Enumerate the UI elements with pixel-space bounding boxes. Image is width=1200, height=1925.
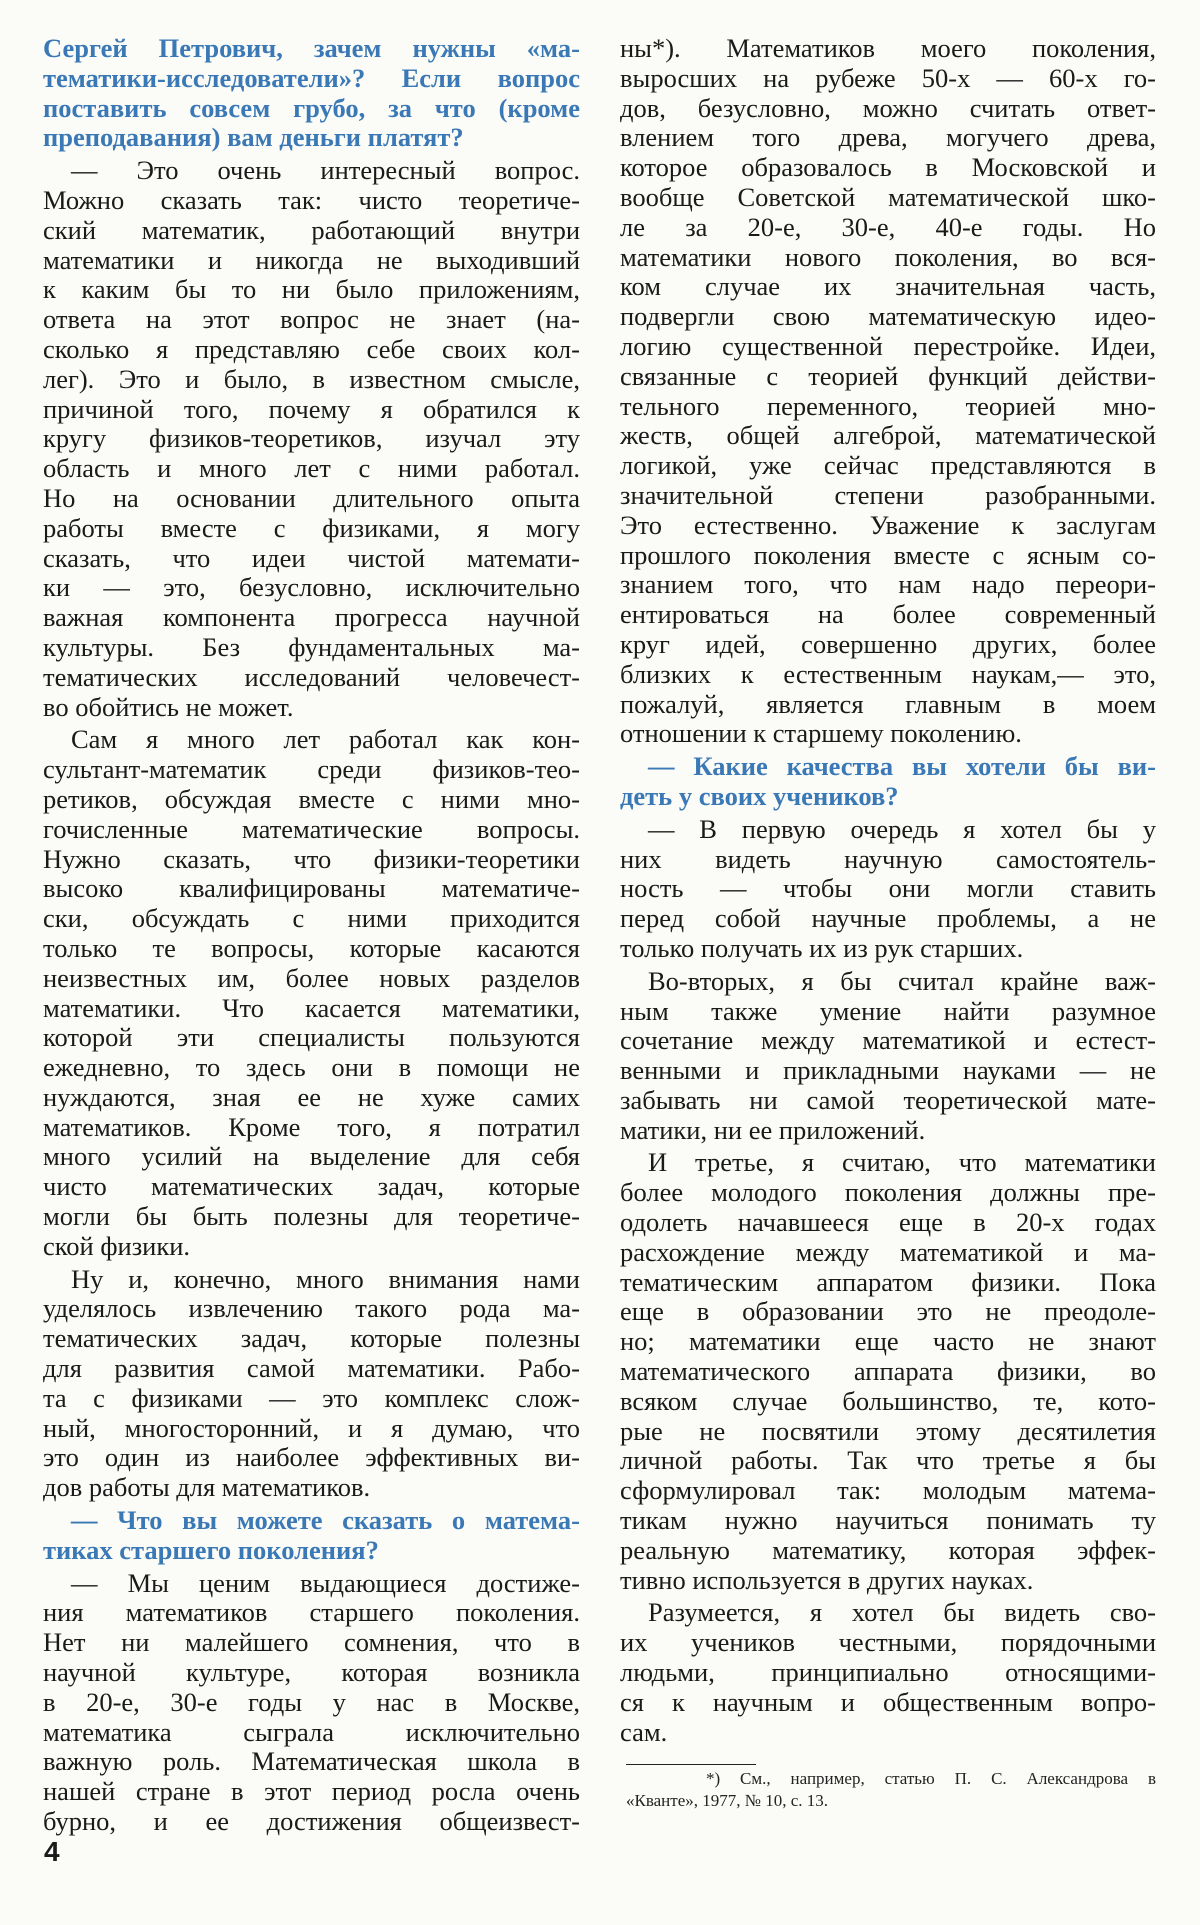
text-line: математики нового поколения, во вся- [620, 241, 1156, 272]
text-line: кругу физиков-теоретиков, изучал эту [43, 423, 580, 454]
paragraph [620, 815, 1156, 964]
text-line: тиках старшего поколения? [43, 1534, 379, 1565]
text-line: гочисленные математические вопросы. [43, 813, 580, 844]
page-number: 4 [44, 1836, 60, 1867]
text-line: ле за 20-е, 30-е, 40-е годы. Но [620, 211, 1156, 242]
text-line: работы вместе с физиками, я могу [43, 512, 580, 543]
text-line: в 20-е, 30-е годы у нас в Москве, [43, 1686, 580, 1717]
text-line: нашей стране в этот период росла очень [43, 1776, 580, 1807]
text-line: нуждаются, зная ее не хуже самих [43, 1081, 580, 1112]
text-line: культуры. Без фундаментальных ма- [43, 631, 580, 662]
interview-question [620, 752, 1156, 812]
text-line: математики. Что касается математики, [43, 992, 580, 1023]
text-line: математического аппарата физики, во [620, 1356, 1156, 1387]
text-line: сам. [620, 1716, 668, 1747]
text-line: — Какие качества вы хотели бы ви- [648, 751, 1156, 782]
text-line: во обойтись не может. [43, 691, 294, 722]
text-line: логикой, уже сейчас представляются в [620, 450, 1156, 481]
text-line: та с физиками — это комплекс слож- [43, 1382, 580, 1413]
text-line: которое образовалось в Московской и [620, 152, 1156, 183]
text-line: более молодого поколения должны пре- [620, 1177, 1156, 1208]
text-line: тематических задач, которые полезны [43, 1323, 580, 1354]
text-line: ски, обсуждать с ними приходится [43, 903, 580, 934]
text-line: — Это очень интересный вопрос. [71, 155, 580, 186]
text-line: выросших на рубеже 50-х — 60-х го- [620, 62, 1156, 93]
text-line: Во-вторых, я бы считал крайне важ- [648, 965, 1156, 996]
text-line: ный, многосторонний, и я думаю, что [43, 1412, 580, 1443]
text-line: одолеть начавшееся еще в 20-х годах [620, 1207, 1156, 1238]
footnote [626, 1768, 1156, 1812]
footnote-line: «Кванте», 1977, № 10, с. 13. [626, 1791, 829, 1810]
text-line: сколько я представляю себе своих кол- [43, 333, 580, 364]
paragraph [43, 156, 580, 722]
text-line: дов, безусловно, можно считать ответ- [620, 92, 1156, 123]
text-line: тельного переменного, теорией мно- [620, 390, 1156, 421]
text-line: прошлого поколения вместе с ясным со- [620, 539, 1156, 570]
text-line: Сергей Петрович, зачем нужны «ма- [43, 33, 580, 63]
text-line: ки — это, безусловно, исключительно [43, 572, 580, 603]
text-line: лег). Это и было, в известном смысле, [43, 363, 580, 394]
text-line: ретиков, обсуждая вместе с ними мно- [43, 783, 580, 814]
text-line: область и много лет с ними работал. [43, 453, 580, 484]
text-line: ны*). Математиков моего поколения, [620, 33, 1156, 63]
text-line: тикам нужно научиться понимать ту [620, 1505, 1156, 1536]
right-column [620, 34, 1156, 1750]
text-line: отношении к старшему поколению. [620, 718, 1022, 749]
paragraph [620, 1598, 1156, 1747]
text-line: ответа на этот вопрос не знает (на- [43, 304, 580, 335]
interview-question [43, 34, 580, 153]
text-line: сказать, что идеи чистой математи- [43, 542, 580, 573]
text-line: Но на основании длительного опыта [43, 482, 580, 513]
text-line: людьми, принципиально относящими- [620, 1657, 1156, 1688]
text-line: научной культуре, которая возникла [43, 1657, 580, 1688]
text-line: Можно сказать так: чисто теоретиче- [43, 184, 580, 215]
interview-question [43, 1506, 580, 1566]
text-line: тематическим аппаратом физики. Пока [620, 1266, 1156, 1297]
paragraph [620, 1148, 1156, 1595]
text-line: Разумеется, я хотел бы видеть сво- [648, 1597, 1156, 1628]
text-line: сформулировал так: молодым матема- [620, 1475, 1156, 1506]
text-line: пожалуй, является главным в моем [620, 688, 1156, 719]
text-line: жеств, общей алгеброй, математической [620, 420, 1156, 451]
left-column [43, 34, 580, 1840]
text-line: Нужно сказать, что физики-теоретики [43, 843, 580, 874]
text-line: вообще Советской математической шко- [620, 181, 1156, 212]
text-line: важную роль. Математическая школа в [43, 1746, 580, 1777]
text-line: тематических исследований человечест- [43, 661, 580, 692]
text-line: Нет ни малейшего сомнения, что в [43, 1627, 580, 1658]
text-line: реальную математику, которая эффек- [620, 1534, 1156, 1565]
footnote-line: *) См., например, статью П. С. Александрова в [706, 1769, 1156, 1788]
text-line: только те вопросы, которые касаются [43, 932, 580, 963]
text-line: венными и прикладными науками — не [620, 1055, 1156, 1086]
text-line: бурно, и ее достижения общеизвест- [43, 1806, 580, 1837]
text-line: ния математиков старшего поколения. [43, 1597, 580, 1628]
text-line: ность — чтобы они могли ставить [620, 873, 1156, 904]
text-line: логию существенной перестройке. Идеи, [620, 330, 1156, 361]
text-line: их учеников честными, порядочными [620, 1627, 1156, 1658]
text-line: ся к научным и общественным вопро- [620, 1686, 1156, 1717]
footnote-divider [626, 1764, 756, 1765]
text-line: могли бы быть полезны для теоретиче- [43, 1201, 580, 1232]
text-line: поставить совсем грубо, за что (кроме [43, 92, 580, 123]
text-line: ным также умение найти разумное [620, 995, 1156, 1026]
text-line: расхождение между математикой и ма- [620, 1236, 1156, 1267]
text-line: знанием того, что нам надо переори- [620, 569, 1156, 600]
paragraph [620, 34, 1156, 749]
text-line: деть у своих учеников? [620, 780, 899, 811]
text-line: для развития самой математики. Рабо- [43, 1353, 580, 1384]
text-line: перед собой научные проблемы, а не [620, 903, 1156, 934]
text-line: причиной того, почему я обратился к [43, 393, 580, 424]
text-line: сочетание между математикой и естест- [620, 1025, 1156, 1056]
text-line: — В первую очередь я хотел бы у [648, 813, 1156, 844]
paragraph [43, 1569, 580, 1837]
text-line: математика сыграла исключительно [43, 1716, 580, 1747]
text-line: близких к естественным наукам,— это, [620, 658, 1156, 689]
paragraph [43, 725, 580, 1261]
text-line: Сам я много лет работал как кон- [71, 724, 580, 755]
text-line: И третье, я считаю, что математики [648, 1147, 1156, 1178]
text-line: важная компонента прогресса научной [43, 602, 580, 633]
text-line: значительной степени разобранными. [620, 479, 1156, 510]
text-line: рые не посвятили этому десятилетия [620, 1415, 1156, 1446]
text-line: Это естественно. Уважение к заслугам [620, 509, 1156, 540]
text-line: всяком случае большинство, те, кото- [620, 1385, 1156, 1416]
text-line: сультант-математик среди физиков-тео- [43, 754, 580, 785]
text-line: преподавания) вам деньги платят? [43, 122, 464, 153]
text-line: только получать их из рук старших. [620, 932, 1024, 963]
text-line: математики и никогда не выходивший [43, 244, 580, 275]
text-line: круг идей, совершенно других, более [620, 628, 1156, 659]
text-line: ком случае их значительная часть, [620, 271, 1156, 302]
text-line: которой эти специалисты пользуются [43, 1022, 580, 1053]
paragraph [620, 967, 1156, 1146]
text-line: ежедневно, то здесь они в помощи не [43, 1052, 580, 1083]
text-line: к каким бы то ни было приложениям, [43, 274, 580, 305]
text-line: связанные с теорией функций действи- [620, 360, 1156, 391]
text-line: матики, ни ее приложений. [620, 1114, 926, 1145]
text-line: забывать ни самой теоретической мате- [620, 1084, 1156, 1115]
text-line: еще в образовании это не преодоле- [620, 1296, 1156, 1327]
text-line: Ну и, конечно, много внимания нами [71, 1263, 580, 1294]
paragraph [43, 1265, 580, 1503]
text-line: высоко квалифицированы математиче- [43, 873, 580, 904]
text-line: дов работы для математиков. [43, 1472, 371, 1503]
text-line: чисто математических задач, которые [43, 1171, 580, 1202]
text-line: неизвестных им, более новых разделов [43, 962, 580, 993]
text-line: но; математики еще часто не знают [620, 1326, 1156, 1357]
text-line: подвергли свою математическую идео- [620, 301, 1156, 332]
text-line: тематики-исследователи»? Если вопрос [43, 62, 580, 93]
text-line: ентироваться на более современный [620, 599, 1156, 630]
text-line: тивно используется в других науках. [620, 1564, 1034, 1595]
text-line: ской физики. [43, 1230, 191, 1261]
text-line: — Мы ценим выдающиеся достиже- [71, 1567, 580, 1598]
text-line: личной работы. Так что третье я бы [620, 1445, 1156, 1476]
text-line: уделялось извлечению такого рода ма- [43, 1293, 580, 1324]
text-line: влением того древа, могучего древа, [620, 122, 1156, 153]
text-line: это один из наиболее эффективных ви- [43, 1442, 580, 1473]
text-line: много усилий на выделение для себя [43, 1141, 580, 1172]
text-line: — Что вы можете сказать о матема- [71, 1505, 580, 1536]
text-line: математиков. Кроме того, я потратил [43, 1111, 580, 1142]
text-line: них видеть научную самостоятель- [620, 843, 1156, 874]
text-line: ский математик, работающий внутри [43, 214, 580, 245]
